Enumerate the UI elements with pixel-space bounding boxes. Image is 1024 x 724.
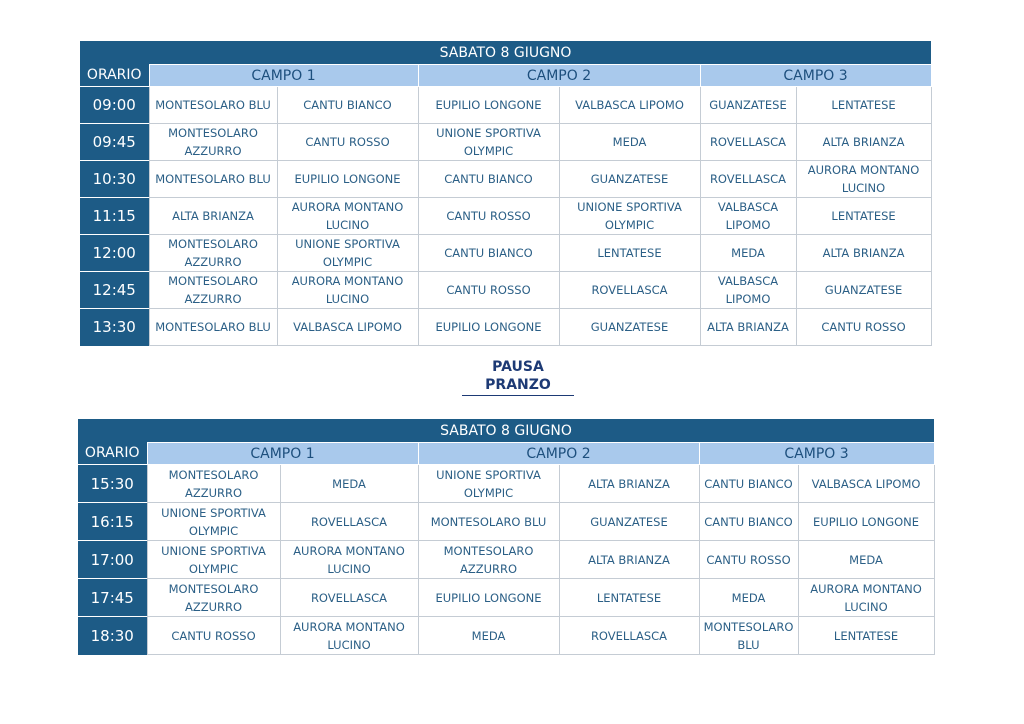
- table-row: [80, 161, 931, 198]
- team-cell: VALBASCA LIPOMO: [798, 465, 934, 503]
- table-row: [80, 309, 931, 346]
- team-cell: ALTA BRIANZA: [700, 309, 796, 346]
- team-cell: GUANZATESE: [559, 309, 700, 346]
- team-cell: GUANZATESE: [559, 161, 700, 198]
- team-cell: GUANZATESE: [559, 503, 699, 541]
- team-cell: MONTESOLARO BLU: [699, 617, 798, 655]
- team-cell: CANTU ROSSO: [699, 541, 798, 579]
- team-cell: MONTESOLARO BLU: [149, 161, 277, 198]
- team-cell: UNIONE SPORTIVA OLYMPIC: [277, 235, 418, 272]
- team-cell: AURORA MONTANO LUCINO: [798, 579, 934, 617]
- team-cell: UNIONE SPORTIVA OLYMPIC: [559, 198, 700, 235]
- team-cell: ROVELLASCA: [559, 617, 699, 655]
- time-cell: 09:45: [80, 124, 149, 161]
- team-cell: ALTA BRIANZA: [559, 541, 699, 579]
- team-cell: UNIONE SPORTIVA OLYMPIC: [418, 124, 559, 161]
- time-cell: 15:30: [78, 465, 147, 503]
- team-cell: CANTU BIANCO: [699, 503, 798, 541]
- team-cell: GUANZATESE: [796, 272, 931, 309]
- team-cell: CANTU ROSSO: [796, 309, 931, 346]
- team-cell: MONTESOLARO AZZURRO: [147, 579, 280, 617]
- team-cell: EUPILIO LONGONE: [418, 87, 559, 124]
- team-cell: EUPILIO LONGONE: [418, 309, 559, 346]
- team-cell: ROVELLASCA: [280, 503, 418, 541]
- campo-3-header: CAMPO 3: [700, 65, 931, 87]
- table-title: SABATO 8 GIUGNO: [78, 419, 934, 443]
- team-cell: MONTESOLARO AZZURRO: [149, 124, 277, 161]
- campo-1-header: CAMPO 1: [149, 65, 418, 87]
- time-cell: 17:45: [78, 579, 147, 617]
- table-row: [78, 617, 934, 655]
- schedule-table-morning: [80, 41, 932, 346]
- team-cell: MEDA: [798, 541, 934, 579]
- team-cell: VALBASCA LIPOMO: [559, 87, 700, 124]
- team-cell: MEDA: [700, 235, 796, 272]
- orario-header: ORARIO: [78, 443, 147, 465]
- team-cell: GUANZATESE: [700, 87, 796, 124]
- team-cell: EUPILIO LONGONE: [418, 579, 559, 617]
- team-cell: EUPILIO LONGONE: [277, 161, 418, 198]
- time-cell: 10:30: [80, 161, 149, 198]
- lunch-break-label: PAUSA PRANZO: [462, 358, 574, 396]
- team-cell: CANTU BIANCO: [418, 235, 559, 272]
- team-cell: CANTU ROSSO: [147, 617, 280, 655]
- team-cell: MONTESOLARO AZZURRO: [149, 235, 277, 272]
- team-cell: LENTATESE: [559, 235, 700, 272]
- team-cell: CANTU BIANCO: [277, 87, 418, 124]
- team-cell: MONTESOLARO AZZURRO: [418, 541, 559, 579]
- schedule-table-afternoon: [78, 419, 935, 655]
- team-cell: UNIONE SPORTIVA OLYMPIC: [418, 465, 559, 503]
- time-cell: 12:00: [80, 235, 149, 272]
- orario-header: ORARIO: [80, 65, 149, 87]
- team-cell: VALBASCA LIPOMO: [277, 309, 418, 346]
- time-cell: 18:30: [78, 617, 147, 655]
- team-cell: VALBASCA LIPOMO: [700, 198, 796, 235]
- table-row: [80, 124, 931, 161]
- table-title: SABATO 8 GIUGNO: [80, 41, 931, 65]
- table-row: [80, 87, 931, 124]
- time-cell: 12:45: [80, 272, 149, 309]
- team-cell: LENTATESE: [796, 87, 931, 124]
- team-cell: UNIONE SPORTIVA OLYMPIC: [147, 541, 280, 579]
- campo-2-header: CAMPO 2: [418, 443, 699, 465]
- team-cell: ROVELLASCA: [280, 579, 418, 617]
- table-row: [78, 541, 934, 579]
- time-cell: 11:15: [80, 198, 149, 235]
- team-cell: MEDA: [418, 617, 559, 655]
- team-cell: LENTATESE: [559, 579, 699, 617]
- team-cell: ROVELLASCA: [700, 124, 796, 161]
- table-row: [78, 503, 934, 541]
- table-row: [80, 272, 931, 309]
- table-row: [78, 579, 934, 617]
- team-cell: LENTATESE: [796, 198, 931, 235]
- team-cell: CANTU ROSSO: [418, 198, 559, 235]
- time-cell: 13:30: [80, 309, 149, 346]
- team-cell: ALTA BRIANZA: [149, 198, 277, 235]
- team-cell: AURORA MONTANO LUCINO: [277, 272, 418, 309]
- team-cell: CANTU BIANCO: [699, 465, 798, 503]
- time-cell: 17:00: [78, 541, 147, 579]
- team-cell: MONTESOLARO AZZURRO: [147, 465, 280, 503]
- team-cell: AURORA MONTANO LUCINO: [796, 161, 931, 198]
- campo-2-header: CAMPO 2: [418, 65, 700, 87]
- team-cell: LENTATESE: [798, 617, 934, 655]
- team-cell: CANTU BIANCO: [418, 161, 559, 198]
- team-cell: ALTA BRIANZA: [796, 124, 931, 161]
- table-row: [80, 235, 931, 272]
- team-cell: EUPILIO LONGONE: [798, 503, 934, 541]
- team-cell: MONTESOLARO BLU: [418, 503, 559, 541]
- time-cell: 16:15: [78, 503, 147, 541]
- team-cell: AURORA MONTANO LUCINO: [280, 541, 418, 579]
- campo-3-header: CAMPO 3: [699, 443, 934, 465]
- table-row: [80, 198, 931, 235]
- campo-1-header: CAMPO 1: [147, 443, 418, 465]
- time-cell: 09:00: [80, 87, 149, 124]
- team-cell: MONTESOLARO BLU: [149, 87, 277, 124]
- team-cell: ROVELLASCA: [700, 161, 796, 198]
- team-cell: VALBASCA LIPOMO: [700, 272, 796, 309]
- table-row: [78, 465, 934, 503]
- team-cell: MEDA: [559, 124, 700, 161]
- team-cell: ALTA BRIANZA: [796, 235, 931, 272]
- team-cell: ROVELLASCA: [559, 272, 700, 309]
- team-cell: AURORA MONTANO LUCINO: [280, 617, 418, 655]
- team-cell: CANTU ROSSO: [418, 272, 559, 309]
- team-cell: ALTA BRIANZA: [559, 465, 699, 503]
- team-cell: CANTU ROSSO: [277, 124, 418, 161]
- team-cell: MONTESOLARO BLU: [149, 309, 277, 346]
- team-cell: MEDA: [280, 465, 418, 503]
- team-cell: MONTESOLARO AZZURRO: [149, 272, 277, 309]
- team-cell: AURORA MONTANO LUCINO: [277, 198, 418, 235]
- team-cell: UNIONE SPORTIVA OLYMPIC: [147, 503, 280, 541]
- team-cell: MEDA: [699, 579, 798, 617]
